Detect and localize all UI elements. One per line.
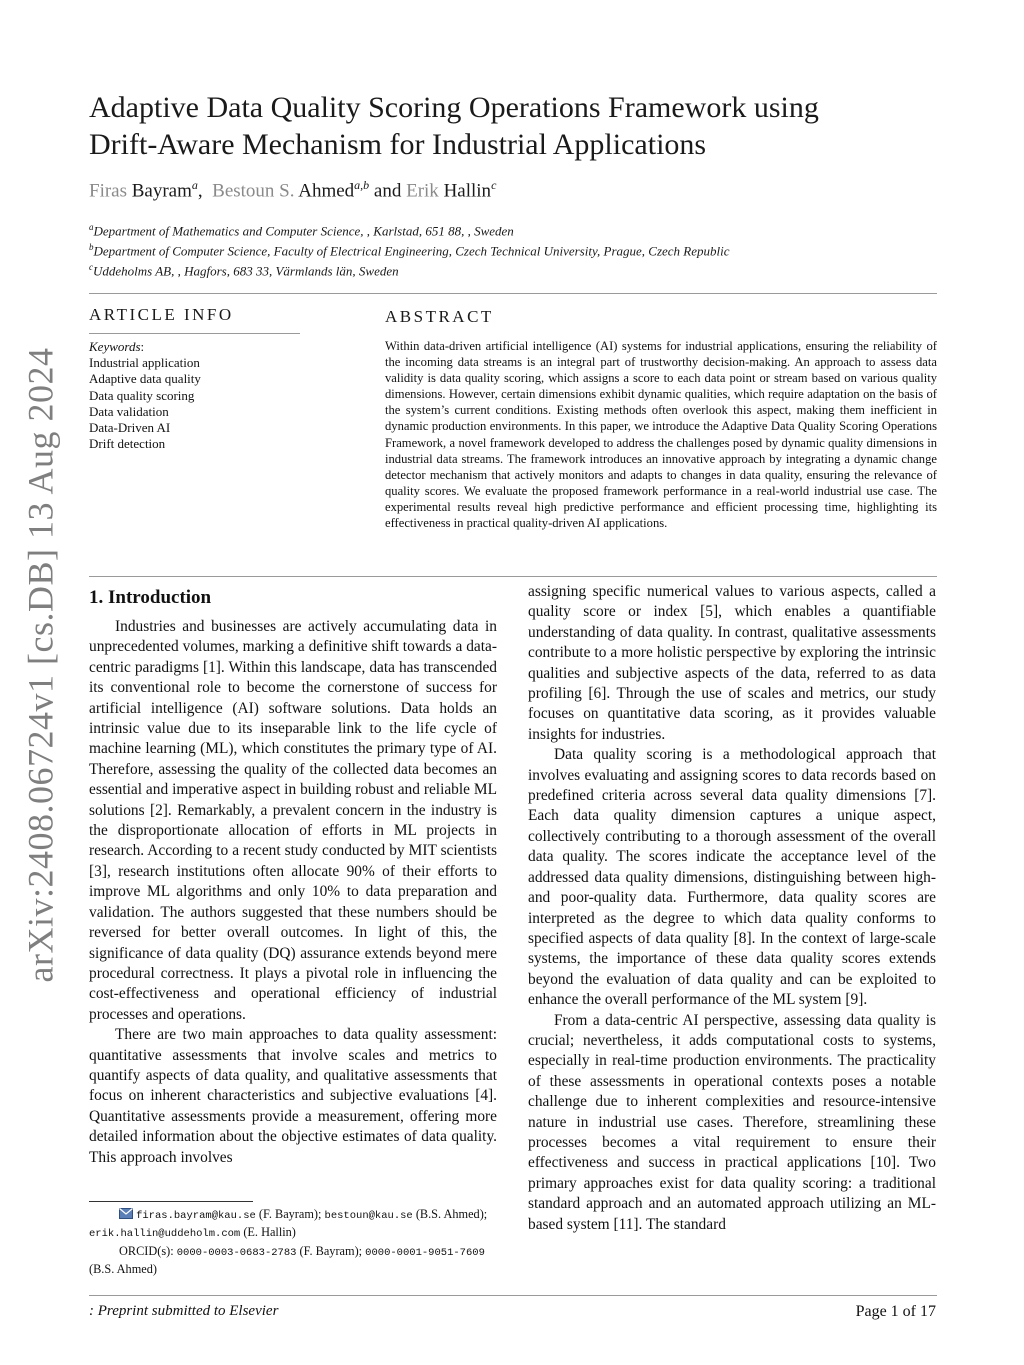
affiliation-text: Uddeholms AB, , Hagfors, 683 33, Värmlands län, Sweden: [93, 263, 399, 279]
footnote-rule: [89, 1201, 253, 1202]
keyword: Adaptive data quality: [89, 371, 201, 387]
left-column: [89, 617, 497, 1168]
keyword: Data validation: [89, 403, 169, 419]
email-owner: (E. Hallin): [243, 1225, 296, 1240]
author-first-name: Erik: [406, 180, 439, 202]
affiliation-mark: b: [89, 242, 94, 252]
author-affil-mark: a,b: [354, 178, 370, 192]
right-column: [528, 582, 936, 1235]
orcid-link[interactable]: 0000-0003-0683-2783: [176, 1246, 297, 1259]
email-owner: (F. Bayram);: [258, 1207, 322, 1221]
title-line: Drift-Aware Mechanism for Industrial Applications: [89, 128, 707, 161]
paragraph: There are two main approaches to data quality assessment: quantitative assessments that involve scales and metrics to quantify aspects of data quality, and qualitative assessments that focus on inherent characteristics and subjective evaluations [4]. Quantitative assessments provide a measurement, offering more detailed information about the objective estimates of data quality. This approach involves: [89, 1026, 497, 1166]
page-number: Page 1 of 17: [855, 1303, 936, 1320]
email-link[interactable]: bestoun@kau.se: [324, 1210, 413, 1222]
keywords-label-line: Keywords:: [89, 339, 145, 354]
author-and: and: [373, 180, 402, 202]
paragraph: Data quality scoring is a methodological approach that involves evaluating and assigning scores to data records based on predefined criteria across several data quality dimensions [7]. Each data quality dimension captures a unique aspect, collectively contributing to a thorough assessment of the overall data quality. The scores indicate the acceptance level of the addressed data quality dimensions, distinguishing between high- and poor-quality data. Furthermore, data quality scores are interpreted as the degree to which data quality conforms to specified aspects of data quality [8]. In the context of large-scale systems, the importance of these data quality scores extends beyond the evaluation of data quality and can be exploited to enhance the overall performance of the ML system [9].: [528, 746, 936, 1009]
header-rule: [89, 293, 937, 294]
title-line: Adaptive Data Quality Scoring Operations Framework using: [89, 91, 819, 124]
orcid-label: ORCID(s):: [119, 1243, 174, 1258]
affiliation-mark: a: [89, 222, 94, 232]
paper-title: [89, 89, 889, 163]
keyword: Data-Driven AI: [89, 420, 171, 436]
affiliation: [89, 262, 399, 279]
author-last-name: Hallin: [443, 180, 492, 202]
paragraph: From a data-centric AI perspective, assessing data quality is crucial; nevertheless, it adds computational costs to systems, especially in real-time production environments. The practicality of these assessments in operational contexts poses a notable challenge due to inherent complexities and resource-intensive nature in industrial use cases. Therefore, streamlining these processes becomes a vital requirement to ensure their effectiveness and success in practical applications [10]. Two primary approaches exist for data quality scoring: a traditional standard approach and an automated approach utilizing an ML-based system [11]. The standard: [528, 1011, 936, 1233]
affiliation-text: Department of Computer Science, Faculty of Electrical Engineering, Czech Technical University, Prague, Czech Republic: [93, 243, 730, 259]
envelope-icon: [119, 1208, 133, 1219]
article-info-rule: [89, 333, 300, 334]
abstract-rule: [89, 576, 937, 577]
section-heading: 1. Introduction: [89, 587, 212, 608]
article-info-heading: ARTICLE INFO: [89, 305, 234, 324]
author-affil-mark: a: [191, 178, 198, 192]
footer-journal: : Preprint submitted to Elsevier: [89, 1303, 279, 1319]
paragraph: assigning specific numerical values to various aspects, called a quality score or index [5], which enables a quantifiable understanding of data quality. In contrast, qualitative assessments contribute to a more holistic perspective by exploring the intrinsic qualities and subjective aspects of the data, referred to as data profiling [6]. Through the use of scales and metrics, our study focuses on quantitative data scoring, as it provides valuable insights for industries.: [528, 583, 936, 743]
author-last-name: Bayram: [131, 180, 192, 202]
author-list: [89, 178, 496, 202]
abstract-heading: ABSTRACT: [385, 307, 494, 326]
author-first-name: Bestoun S.: [212, 180, 295, 202]
abstract-text: Within data-driven artificial intelligence (AI) systems for industrial applications, ensuring the reliability of the incoming data streams is an integral part of trustworthy decision-making. An approach to assess data validity is data quality scoring, which assigns a score to each data point or stream based on various quality dimensions. However, certain dimensions exhibit dynamic qualities, which require adaptation on the basis of the system’s current conditions. Existing methods often overlook this aspect, making them inefficient in dynamic production environments. In this paper, we introduce the Adaptive Data Quality Scoring Operations Framework, a novel framework developed to address the challenges posed by dynamic quality dimensions in industrial data streams. The framework introduces an innovative approach by integrating a dynamic change detector mechanism that actively monitors and adapts to changes in data quality, ensuring the relevance of quality scores. We evaluate the proposed framework performance in a real-world industrial use case. The experimental results reveal high predictive performance and efficient processing time, highlighting its effectiveness in practical quality-driven AI applications.: [385, 339, 937, 531]
paragraph: Industries and businesses are actively accumulating data in unprecedented volumes, marking a definitive shift towards a data-centric paradigms [1]. Within this landscape, data has transcended its conventional role to become the cornerstone of success for artificial intelligence (AI) software solutions. Data holds an intrinsic value due to its inseparable link to the life cycle of machine learning (ML), which constitutes the primary type of AI. Therefore, assessing the quality of the collected data becomes an essential and imperative aspect in building robust and reliable ML solutions [2]. Remarkably, a prevalent concern in the industry is the disproportionate allocation of efforts in ML projects in research. According to a recent study conducted by MIT scientists [3], research institutions often allocate 90% of their efforts to improve ML algorithms and only 10% to data preparation and validation. The authors suggested that these numbers should be reversed for better overall outcomes. In light of this, the significance of data quality (DQ) assurance extends beyond mere procedural correctness. It plays a pivotal role in influencing the cost-effectiveness and operational efficiency of industrial processes and operations.: [89, 618, 497, 1023]
arxiv-id: arXiv:2408.06724v1 [cs.DB] 13 Aug 2024: [20, 347, 60, 983]
affiliation-text: Department of Mathematics and Computer Science, , Karlstad, 651 88, , Sweden: [93, 223, 514, 239]
affiliation-mark: c: [89, 262, 93, 272]
affiliation: [89, 222, 514, 239]
footnote: [89, 1206, 499, 1278]
keyword: Data quality scoring: [89, 387, 195, 403]
author-affil-mark: c: [491, 178, 497, 192]
author-first-name: Firas: [89, 180, 127, 202]
email-link[interactable]: erik.hallin@uddeholm.com: [89, 1228, 241, 1241]
footnote-orcids: [89, 1243, 499, 1261]
email-link[interactable]: firas.bayram@kau.se: [136, 1210, 256, 1222]
orcid-link[interactable]: 0000-0001-9051-7609: [365, 1246, 485, 1259]
author-separator: ,: [197, 180, 203, 202]
orcid-owner: (B.S. Ahmed): [89, 1262, 157, 1277]
arxiv-stamp: [12, 347, 68, 983]
orcid-owner: (F. Bayram);: [299, 1243, 363, 1258]
author-last-name: Ahmed: [298, 180, 355, 202]
keywords-block: [89, 339, 201, 452]
footer-rule: [89, 1295, 937, 1296]
affiliation: [89, 242, 730, 259]
keyword: Drift detection: [89, 436, 166, 452]
email-owner: (B.S. Ahmed);: [415, 1207, 488, 1221]
footnote-emails: [89, 1206, 499, 1243]
keywords-label: Keywords: [89, 339, 141, 354]
keyword: Industrial application: [89, 355, 200, 371]
